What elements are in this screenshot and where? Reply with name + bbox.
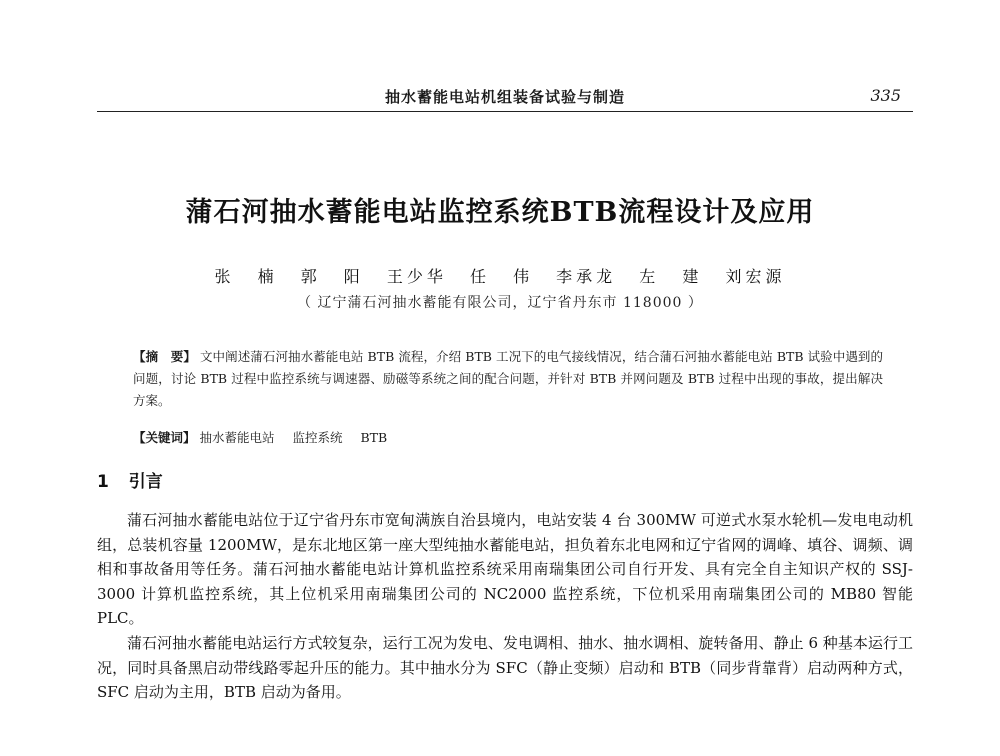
author: 张 楠: [214, 267, 278, 286]
page-number: 335: [870, 86, 901, 105]
abstract: [133, 346, 883, 412]
body-paragraph: 蒲石河抽水蓄能电站运行方式较复杂，运行工况为发电、发电调相、抽水、抽水调相、旋转备用、静止 6 种基本运行工况，同时具备黑启动带线路零起升压的能力。其中抽水分为 SFC（静止变频）启动和 BTB（同步背靠背）启动两种方式，SFC 启动为主用，BTB 启动为备用。: [97, 633, 913, 702]
author: 任 伟: [469, 267, 534, 286]
abstract-label: 【摘 要】: [133, 349, 196, 364]
author: 刘宏源: [725, 267, 786, 286]
abstract-text: 文中阐述蒲石河抽水蓄能电站 BTB 流程，介绍 BTB 工况下的电气接线情况，结合蒲石河抽水蓄能电站 BTB 试验中遇到的问题，讨论 BTB 过程中监控系统与调速器、励磁等系统之间的配合问题，并针对 BTB 并网问题及 BTB 过程中出现的事故，提出解决方案。: [133, 349, 883, 408]
keywords-label: 【关键词】: [133, 430, 196, 445]
header-rule: [97, 111, 913, 112]
keyword: 监控系统: [292, 430, 343, 445]
running-title: 抽水蓄能电站机组装备试验与制造: [384, 88, 625, 106]
author: 王少华: [386, 267, 447, 286]
keywords: [133, 428, 883, 448]
section-title: 引言: [128, 472, 163, 492]
keyword: BTB: [360, 430, 388, 445]
affiliation: （ 辽宁蒲石河抽水蓄能有限公司，辽宁省丹东市 118000 ）: [297, 295, 703, 311]
running-header: [97, 86, 913, 108]
author: 郭 阳: [300, 267, 364, 286]
keyword: 抽水蓄能电站: [199, 430, 275, 445]
author-list: [0, 264, 1000, 287]
body-paragraph: 蒲石河抽水蓄能电站位于辽宁省丹东市宽甸满族自治县境内，电站安装 4 台 300MW 可逆式水泵水轮机—发电电动机组，总装机容量 1200MW，是东北地区第一座大型纯抽水蓄能电站，担负着东北电网和辽宁省网的调峰、填谷、调频、调相和事故备用等任务。蒲石河抽水蓄能电站计算机监控系统采用南瑞集团公司自行开发、具有完全自主知识产权的 SSJ-3000 计算机监控系统，其上位机采用南瑞集团公司的 NC2000 监控系统，下位机采用南瑞集团公司的 MB80 智能 PLC。: [97, 511, 913, 628]
section-body: [97, 508, 913, 705]
author: 左 建: [639, 267, 703, 286]
section-heading: [97, 467, 163, 492]
paper-title: 蒲石河抽水蓄能电站监控系统BTB流程设计及应用: [185, 197, 815, 228]
author: 李承龙: [556, 267, 617, 286]
section-number: 1: [97, 472, 109, 492]
